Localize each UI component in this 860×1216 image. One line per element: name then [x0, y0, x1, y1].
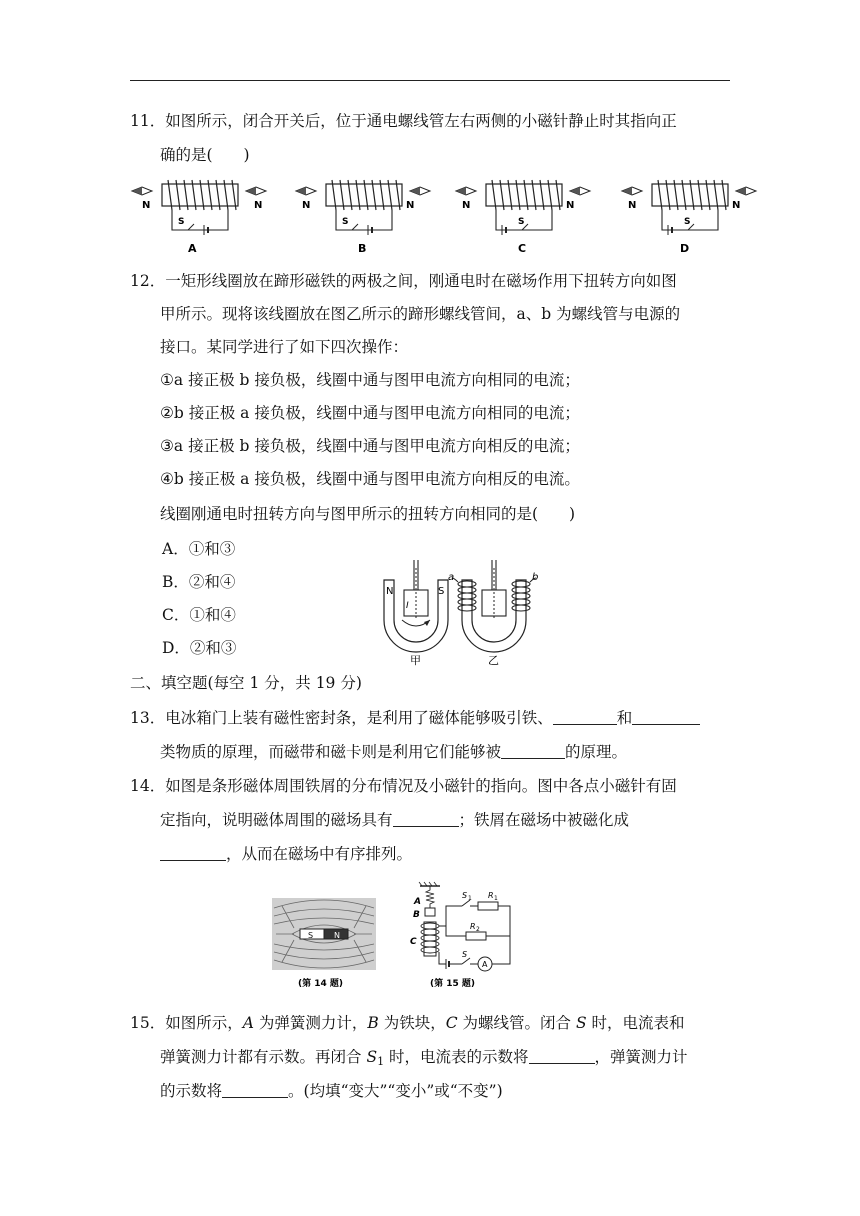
q15-var-a: A: [242, 1014, 254, 1032]
q12-figure-jia: [384, 560, 448, 667]
q11-option-c: [456, 180, 590, 255]
q15-label-r2: R: [470, 922, 476, 931]
q12-yi-b: b: [532, 572, 539, 583]
q11-b-left-pole: N: [302, 200, 311, 211]
q13-blank-3[interactable]: [501, 742, 565, 759]
q12-stem-line3: 接口。某同学进行了如下四次操作：: [160, 338, 409, 356]
q11-figure-options: [128, 176, 748, 258]
q15-label-a: A: [414, 897, 421, 907]
q11-b-right-pole: N: [406, 200, 415, 211]
q12-yi-a: a: [448, 572, 455, 583]
q15-line2: [160, 1046, 688, 1073]
q11-option-a: [132, 180, 266, 255]
q11-c-switch: S: [518, 217, 525, 227]
q12-yi-caption: 乙: [488, 654, 499, 667]
q15-r2-sub: 2: [476, 926, 480, 933]
q11-stem-line2: 确的是( ): [160, 146, 250, 164]
q11-b-switch: S: [342, 217, 349, 227]
q12-jia-n: N: [386, 586, 394, 597]
q15-var-s1: S: [366, 1048, 378, 1066]
q15-caption: (第 15 题): [430, 979, 476, 989]
q14-line1: 14．如图是条形磁体周围铁屑的分布情况及小磁针的指向。图中各点小磁针有固: [130, 777, 677, 795]
q12-jia-caption: 甲: [410, 654, 421, 667]
q11-c-left-pole: N: [462, 200, 471, 211]
q14-blank-1[interactable]: [393, 810, 459, 827]
q12-operation-3: ③a 接正极 b 接负极，线圈中通与图甲电流方向相反的电流；: [160, 437, 580, 455]
q14-blank-2[interactable]: [160, 844, 226, 861]
q11-a-switch: S: [178, 217, 185, 227]
q14-figure: [272, 898, 376, 990]
q13-text-1b: 和: [616, 709, 633, 727]
q11-option-d: [622, 180, 756, 255]
q15-text-1a: 15．如图所示，: [130, 1014, 243, 1032]
q11-option-b: [296, 180, 430, 255]
q15-figure: [406, 882, 522, 990]
q11-c-label: C: [518, 242, 527, 255]
q11-d-switch: S: [684, 217, 691, 227]
q15-var-b: B: [367, 1014, 379, 1032]
q15-text-1g: 为螺线管。闭合: [457, 1014, 576, 1032]
q13-blank-1[interactable]: [553, 708, 617, 725]
q15-label-r1: R: [488, 891, 494, 900]
q11-a-label: A: [188, 242, 197, 255]
q15-label-b: B: [413, 910, 420, 920]
q13-text-2b: 的原理。: [565, 743, 628, 761]
q15-var-s1-sub: 1: [377, 1055, 385, 1068]
q11-d-right-pole: N: [732, 200, 741, 211]
q13-line1: [130, 707, 700, 729]
q15-text-1c: 为弹簧测力计，: [253, 1014, 368, 1032]
q12-operation-2: ②b 接正极 a 接负极，线圈中通与图甲电流方向相同的电流；: [160, 404, 580, 422]
q13-blank-2[interactable]: [632, 708, 700, 725]
q15-ammeter-label: A: [482, 960, 488, 969]
q15-text-3a: 的示数将: [160, 1082, 223, 1100]
q15-r1-sub: 1: [494, 895, 498, 902]
q12-choice-b: B．②和④: [162, 573, 236, 591]
q11-b-label: B: [358, 242, 367, 255]
q13-line2: [160, 741, 627, 763]
q12-choice-c: C．①和④: [162, 606, 236, 624]
q12-choice-a: A．①和③: [162, 540, 236, 558]
q13-text-1a: 13．电冰箱门上装有磁性密封条，是利用了磁体能够吸引铁、: [130, 709, 553, 727]
header-rule: [130, 80, 730, 81]
q15-text-1e: 为铁块，: [378, 1014, 446, 1032]
q15-label-c: C: [410, 937, 417, 947]
q15-text-2d: 时，电流表的示数将: [384, 1048, 529, 1066]
q11-d-label: D: [680, 242, 690, 255]
q12-figure: [380, 556, 539, 670]
q14-line3: [160, 843, 412, 865]
q12-choice-d: D．②和③: [162, 639, 237, 657]
q12-jia-s: S: [438, 586, 445, 597]
q12-jia-i: I: [406, 601, 409, 611]
q11-d-left-pole: N: [628, 200, 637, 211]
q11-a-right-pole: N: [254, 200, 263, 211]
section-2-heading: 二、填空题(每空 1 分，共 19 分): [130, 674, 362, 692]
q15-text-1i: 时，电流表和: [586, 1014, 685, 1032]
q14-line2: [160, 809, 629, 831]
q15-blank-2[interactable]: [222, 1081, 288, 1098]
q12-stem-line1: 12．一矩形线圈放在蹄形磁铁的两极之间，刚通电时在磁场作用下扭转方向如图: [130, 272, 677, 290]
q15-s1-sub: 1: [468, 895, 472, 902]
q14-text-2b: ；铁屑在磁场中被磁化成: [458, 811, 630, 829]
q15-line1: [130, 1012, 685, 1034]
q11-a-left-pole: N: [142, 200, 151, 211]
q14-caption: (第 14 题): [298, 979, 344, 989]
q12-question: 线圈刚通电时扭转方向与图甲所示的扭转方向相同的是( ): [160, 505, 576, 523]
q13-text-2a: 类物质的原理，而磁带和磁卡则是利用它们能够被: [160, 743, 502, 761]
q11-c-right-pole: N: [566, 200, 575, 211]
q14-magnet-s: S: [308, 931, 314, 940]
q12-operation-4: ④b 接正极 a 接负极，线圈中通与图甲电流方向相反的电流。: [160, 470, 580, 488]
q15-line3: [160, 1080, 503, 1102]
q14-text-2a: 定指向，说明磁体周围的磁场具有: [160, 811, 393, 829]
q12-stem-line2: 甲所示。现将该线圈放在图乙所示的蹄形螺线管间，a、b 为螺线管与电源的: [160, 305, 681, 323]
q15-blank-1[interactable]: [529, 1047, 595, 1064]
q15-text-3b: 。(均填“变大”“变小”或“不变”): [288, 1082, 503, 1100]
q15-label-s: S: [462, 950, 468, 959]
q15-text-2a: 弹簧测力计都有示数。再闭合: [160, 1048, 367, 1066]
q15-label-s1: S: [462, 891, 468, 900]
q15-var-c: C: [445, 1014, 458, 1032]
q15-text-2e: ，弹簧测力计: [594, 1048, 688, 1066]
q12-operation-1: ①a 接正极 b 接负极，线圈中通与图甲电流方向相同的电流；: [160, 371, 580, 389]
q14-text-3b: ，从而在磁场中有序排列。: [226, 845, 413, 863]
q12-figure-yi: [448, 560, 538, 667]
q15-var-s: S: [575, 1014, 587, 1032]
q11-stem-line1: 11．如图所示，闭合开关后，位于通电螺线管左右两侧的小磁针静止时其指向正: [130, 112, 677, 130]
q14-magnet-n: N: [334, 931, 340, 940]
